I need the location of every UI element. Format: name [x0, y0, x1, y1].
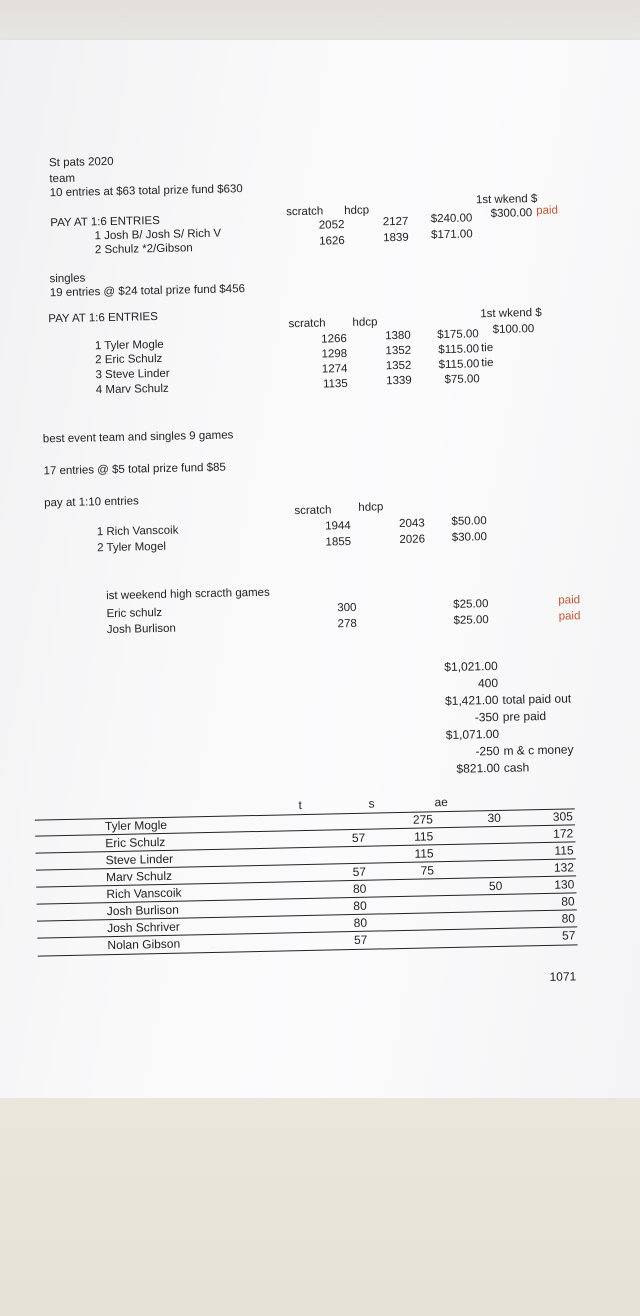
summary-header-ae: ae — [434, 795, 449, 810]
singles-row-scratch: 1274 — [321, 363, 348, 376]
table-row-a: 115 — [414, 846, 434, 861]
total-line-2: 400 — [477, 675, 499, 691]
singles-row-name: 3 Steve Linder — [95, 367, 170, 382]
singles-row-name: 2 Eric Schulz — [95, 352, 163, 367]
doc-title: St pats 2020 — [48, 155, 114, 170]
table-row-name: Nolan Gibson — [107, 936, 181, 953]
table-row-total: 80 — [561, 911, 576, 926]
best-event-entries: 17 entries @ $5 total prize fund $85 — [43, 461, 226, 478]
team-row-prize: $240.00 — [430, 212, 473, 226]
table-row-total: 172 — [553, 826, 574, 841]
table-row-total: 57 — [561, 928, 576, 943]
high-row-prize: $25.00 — [453, 598, 489, 611]
table-row-e: 30 — [487, 810, 502, 826]
table-row-total: 132 — [553, 860, 575, 875]
table-row-name: Rich Vanscoik — [106, 885, 182, 902]
singles-row-extra: tie — [481, 356, 494, 370]
team-row-hdcp: 1839 — [383, 231, 409, 245]
best-row-prize: $50.00 — [451, 515, 487, 528]
table-row-name: Tyler Mogle — [104, 817, 168, 834]
table-row-name: Marv Schulz — [105, 868, 173, 885]
singles-row-extra: $100.00 — [492, 323, 535, 336]
table-row-e: 50 — [488, 878, 503, 894]
singles-row-hdcp: 1352 — [385, 359, 412, 373]
team-col-scratch: scratch — [286, 205, 324, 219]
table-row-name: Eric Schulz — [105, 834, 166, 851]
team-entries: 10 entries at $63 total prize fund $630 — [49, 183, 243, 200]
summary-header-t: t — [298, 798, 303, 813]
singles-col-hdcp: hdcp — [352, 316, 378, 329]
team-row-name: 2 Schulz *2/Gibson — [94, 242, 193, 257]
best-row-hdcp: 2043 — [398, 517, 425, 530]
table-row-s: 57 — [353, 932, 368, 948]
total-line-5: $1,071.00 — [445, 726, 500, 743]
best-row-hdcp: 2026 — [399, 533, 426, 546]
high-row-paid: paid — [558, 594, 581, 607]
singles-col-wkend: 1st wkend $ — [480, 306, 542, 321]
best-event-title: best event team and singles 9 games — [42, 429, 234, 446]
team-row-hdcp: 2127 — [382, 215, 409, 229]
best-row-scratch: 1944 — [325, 519, 351, 533]
summary-header-s: s — [368, 796, 375, 811]
singles-row-scratch: 1135 — [322, 378, 348, 391]
team-row-wkend: $300.00 — [490, 207, 533, 220]
singles-row-hdcp: 1352 — [385, 344, 412, 358]
table-row-total: 115 — [554, 843, 574, 858]
total-line-6-note: m & c money — [503, 742, 574, 758]
background-bottom — [0, 1098, 640, 1316]
team-row-scratch: 1626 — [319, 235, 345, 248]
best-row-name: 2 Tyler Mogel — [97, 540, 167, 555]
singles-row-extra: tie — [480, 341, 494, 355]
total-line-3: $1,421.00 — [444, 692, 499, 709]
table-row-total: 80 — [561, 894, 575, 909]
best-row-name: 1 Rich Vanscoik — [96, 524, 179, 539]
team-label: team — [49, 172, 76, 186]
total-line-7-note: cash — [503, 760, 530, 775]
best-col-hdcp: hdcp — [358, 501, 384, 514]
table-row-s: 80 — [352, 881, 367, 897]
table-row-s: 57 — [352, 864, 367, 880]
table-row-name: Josh Schriver — [106, 919, 180, 936]
team-pay: PAY AT 1:6 ENTRIES — [50, 214, 160, 230]
total-line-3-note: total paid out — [502, 691, 572, 707]
singles-label: singles — [49, 272, 86, 286]
team-row-prize: $171.00 — [430, 228, 473, 242]
singles-row-hdcp: 1380 — [385, 329, 411, 343]
singles-pay: PAY AT 1:6 ENTRIES — [48, 310, 158, 326]
best-col-scratch: scratch — [294, 504, 332, 518]
table-row-a: 115 — [413, 829, 434, 844]
best-row-prize: $30.00 — [451, 531, 488, 544]
total-line-4-note: pre paid — [502, 708, 547, 724]
table-row-s: 80 — [353, 915, 368, 931]
team-col-hdcp: hdcp — [344, 204, 370, 218]
singles-row-prize: $75.00 — [444, 373, 480, 386]
table-row-name: Josh Burlison — [106, 902, 179, 919]
singles-row-name: 4 Marv Schulz — [95, 382, 169, 397]
singles-row-prize: $175.00 — [437, 328, 479, 342]
singles-row-prize: $115.00 — [438, 358, 480, 372]
best-row-scratch: 1855 — [325, 535, 352, 549]
team-row-name: 1 Josh B/ Josh S/ Rich V — [94, 227, 222, 243]
singles-row-scratch: 1266 — [321, 333, 347, 346]
high-games-title: ist weekend high scracth games — [106, 586, 270, 603]
total-line-7: $821.00 — [456, 760, 500, 776]
total-line-6: -250 — [475, 743, 500, 759]
team-col-wkend: 1st wkend $ — [475, 193, 538, 207]
singles-row-prize: $115.00 — [438, 343, 480, 357]
best-event-pay: pay at 1:10 entries — [44, 495, 139, 510]
high-row-name: Eric schulz — [106, 606, 163, 621]
team-row-paid: paid — [536, 204, 559, 218]
total-line-1: $1,021.00 — [444, 658, 498, 675]
singles-row-scratch: 1298 — [321, 348, 348, 361]
team-row-scratch: 2052 — [318, 219, 345, 232]
high-row-score: 278 — [337, 617, 357, 631]
table-row-a: 275 — [412, 812, 434, 827]
total-line-4: -350 — [474, 709, 499, 725]
high-row-name: Josh Burlison — [106, 622, 177, 637]
table-row-a: 75 — [420, 863, 435, 878]
singles-col-scratch: scratch — [288, 317, 326, 331]
singles-row-hdcp: 1339 — [386, 374, 412, 388]
high-row-score: 300 — [337, 601, 357, 615]
singles-row-name: 1 Tyler Mogle — [94, 338, 164, 353]
high-row-paid: paid — [558, 610, 581, 623]
table-row-total: 305 — [552, 809, 574, 824]
high-row-prize: $25.00 — [453, 614, 489, 627]
table-row-total: 130 — [554, 877, 575, 892]
singles-entries: 19 entries @ $24 total prize fund $456 — [49, 283, 246, 300]
grand-total: 1071 — [549, 969, 577, 984]
table-row-s: 57 — [351, 830, 366, 846]
table-row-s: 80 — [353, 898, 367, 914]
table-row-name: Steve Linder — [105, 851, 174, 868]
